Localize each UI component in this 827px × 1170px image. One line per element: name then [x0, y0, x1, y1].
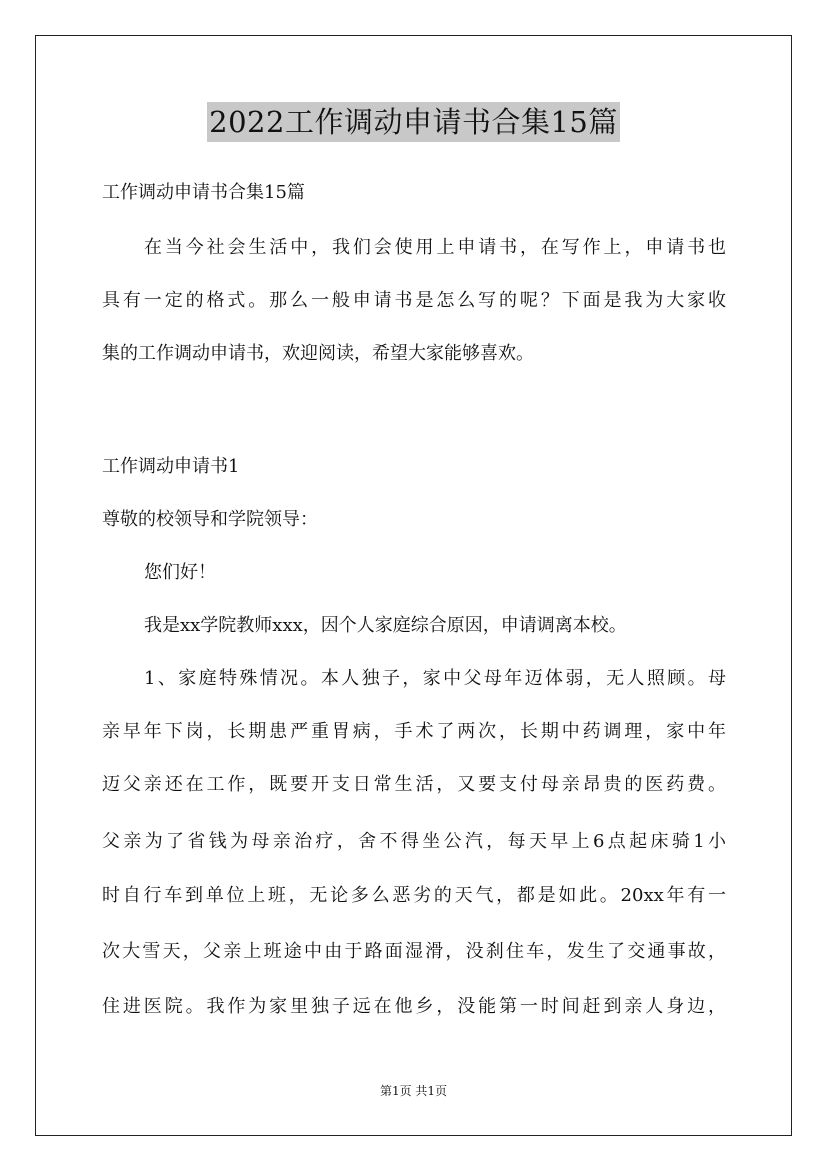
intro-line: 在当今社会生活中，我们会使用上申请书，在写作上，申请书也 [144, 237, 726, 258]
page-footer: 第1页 共1页 [379, 1084, 448, 1098]
document-title: 2022工作调动申请书合集15篇 [0, 102, 827, 142]
body-line: 我是xx学院教师xxx，因个人家庭综合原因，申请调离本校。 [144, 615, 627, 636]
body-line: 时自行车到单位上班，无论多么恶劣的天气，都是如此。20xx年有一 [102, 885, 726, 906]
intro-line: 具有一定的格式。那么一般申请书是怎么写的呢？下面是我为大家收 [102, 290, 726, 311]
document-subtitle: 工作调动申请书合集15篇 [102, 182, 305, 203]
body-line: 亲早年下岗，长期患严重胃病，手术了两次，长期中药调理，家中年 [102, 721, 726, 742]
intro-line: 集的工作调动申请书，欢迎阅读，希望大家能够喜欢。 [102, 343, 534, 364]
greeting: 您们好！ [144, 562, 216, 583]
body-line: 迈父亲还在工作，既要开支日常生活，又要支付母亲昂贵的医药费。 [102, 774, 726, 795]
salutation: 尊敬的校领导和学院领导： [102, 509, 318, 530]
body-line: 次大雪天，父亲上班途中由于路面湿滑，没刹住车，发生了交通事故， [102, 941, 726, 962]
body-line: 1、家庭特殊情况。本人独子，家中父母年迈体弱，无人照顾。母 [144, 668, 726, 689]
section-heading: 工作调动申请书1 [102, 456, 240, 477]
body-line: 父亲为了省钱为母亲治疗，舍不得坐公汽，每天早上6点起床骑1小 [102, 831, 726, 852]
body-line: 住进医院。我作为家里独子远在他乡，没能第一时间赶到亲人身边， [102, 996, 726, 1017]
